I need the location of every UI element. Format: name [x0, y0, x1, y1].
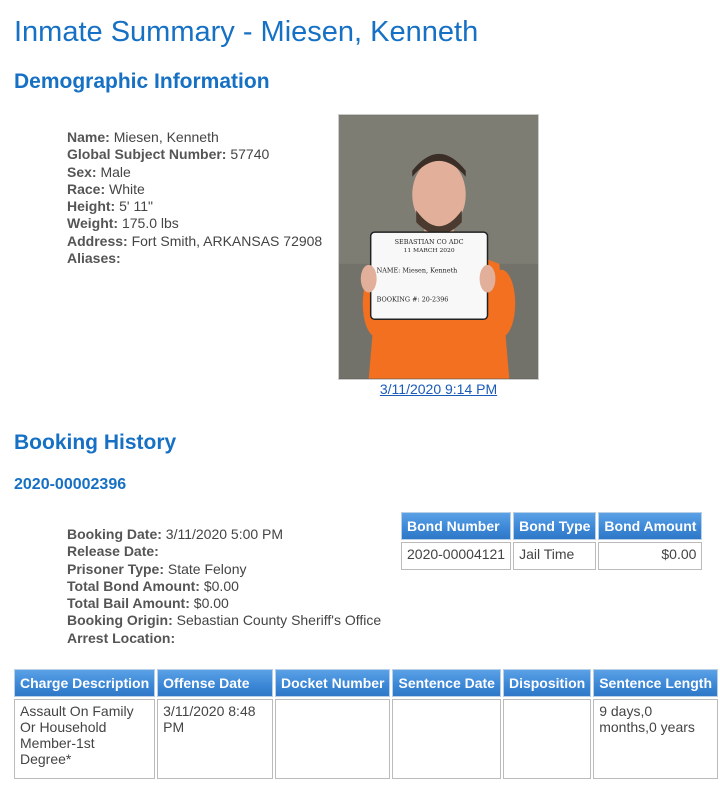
bond-number-header: Bond Number — [401, 512, 511, 540]
sentence-date-header: Sentence Date — [392, 669, 500, 697]
aliases-label: Aliases: — [67, 250, 121, 267]
prisoner-type-row — [67, 561, 381, 578]
placard-line-2: 11 MARCH 2020 — [403, 246, 455, 254]
booking-date-label: Booking Date: — [67, 526, 162, 542]
bond-amount-header: Bond Amount — [598, 512, 702, 540]
docket-number-header: Docket Number — [275, 669, 390, 697]
bond-table — [399, 510, 704, 572]
demographic-info — [67, 129, 322, 267]
booking-info — [67, 526, 381, 647]
race-label: Race: — [67, 180, 106, 197]
charge-description-header: Charge Description — [14, 669, 155, 697]
weight-label: Weight: — [67, 215, 119, 232]
race-row — [67, 181, 322, 198]
subject-number-value: 57740 — [230, 146, 270, 163]
disposition-header: Disposition — [503, 669, 591, 697]
booking-origin-value: Sebastian County Sheriff's Office — [176, 612, 382, 629]
table-row — [401, 542, 702, 570]
sentence-length-cell: 9 days,0 months,0 years — [593, 699, 718, 779]
placard-name: NAME: Miesen, Kenneth — [376, 266, 458, 275]
height-value: 5' 11" — [119, 198, 153, 215]
booking-date-value: 3/11/2020 5:00 PM — [165, 526, 284, 542]
photo-timestamp-link[interactable]: 3/11/2020 9:14 PM — [379, 381, 498, 397]
charge-table — [12, 667, 720, 781]
placard-booking: BOOKING #: 20-2396 — [376, 295, 449, 304]
booking-date-row — [67, 526, 381, 543]
sentence-date-cell — [392, 699, 500, 779]
prisoner-type-label: Prisoner Type: — [67, 560, 164, 577]
total-bond-label: Total Bond Amount: — [67, 577, 200, 594]
height-label: Height: — [67, 198, 116, 215]
sex-row — [67, 164, 322, 181]
address-value: Fort Smith, ARKANSAS 72908 — [131, 232, 323, 249]
weight-value: 175.0 lbs — [121, 215, 179, 232]
mugshot-photo — [338, 114, 539, 380]
arrest-location-label: Arrest Location: — [67, 629, 176, 646]
release-date-row — [67, 543, 381, 560]
bond-number-cell: 2020-00004121 — [401, 542, 511, 570]
total-bail-value: $0.00 — [193, 595, 229, 612]
placard-line-1: SEBASTIAN CO ADC — [394, 238, 464, 247]
total-bond-row — [67, 578, 381, 595]
booking-origin-label: Booking Origin: — [67, 612, 173, 629]
charge-table-header — [14, 669, 718, 697]
height-row — [67, 198, 322, 215]
race-value: White — [109, 180, 145, 197]
total-bond-value: $0.00 — [203, 577, 239, 594]
offense-date-cell: 3/11/2020 8:48 PM — [157, 699, 273, 779]
sex-value: Male — [100, 163, 131, 180]
offense-date-header: Offense Date — [157, 669, 273, 697]
name-label: Name: — [67, 129, 110, 145]
subject-number-row — [67, 146, 322, 163]
sentence-length-header: Sentence Length — [593, 669, 718, 697]
name-row — [67, 129, 322, 146]
bond-type-cell: Jail Time — [513, 542, 596, 570]
bond-table-header — [401, 512, 702, 540]
booking-number: 2020-00002396 — [14, 476, 127, 493]
bond-type-header: Bond Type — [513, 512, 596, 540]
prisoner-type-value: State Felony — [167, 560, 247, 577]
weight-row — [67, 215, 322, 232]
bond-amount-cell: $0.00 — [598, 542, 702, 570]
demographic-heading: Demographic Information — [14, 70, 270, 93]
charge-description-cell: Assault On Family Or Household Member-1st Degree* — [14, 699, 155, 779]
release-date-label: Release Date: — [67, 543, 159, 560]
aliases-row — [67, 250, 322, 267]
address-label: Address: — [67, 232, 128, 249]
total-bail-row — [67, 595, 381, 612]
booking-origin-row — [67, 612, 381, 629]
booking-placard — [371, 232, 488, 319]
arrest-location-row — [67, 630, 381, 647]
address-row — [67, 233, 322, 250]
name-value: Miesen, Kenneth — [113, 129, 219, 145]
disposition-cell — [503, 699, 591, 779]
docket-number-cell — [275, 699, 390, 779]
page-title: Inmate Summary - Miesen, Kenneth — [14, 16, 479, 48]
subject-number-label: Global Subject Number: — [67, 146, 227, 163]
total-bail-label: Total Bail Amount: — [67, 595, 190, 612]
table-row — [14, 699, 718, 779]
booking-history-heading: Booking History — [14, 431, 177, 454]
sex-label: Sex: — [67, 163, 97, 180]
